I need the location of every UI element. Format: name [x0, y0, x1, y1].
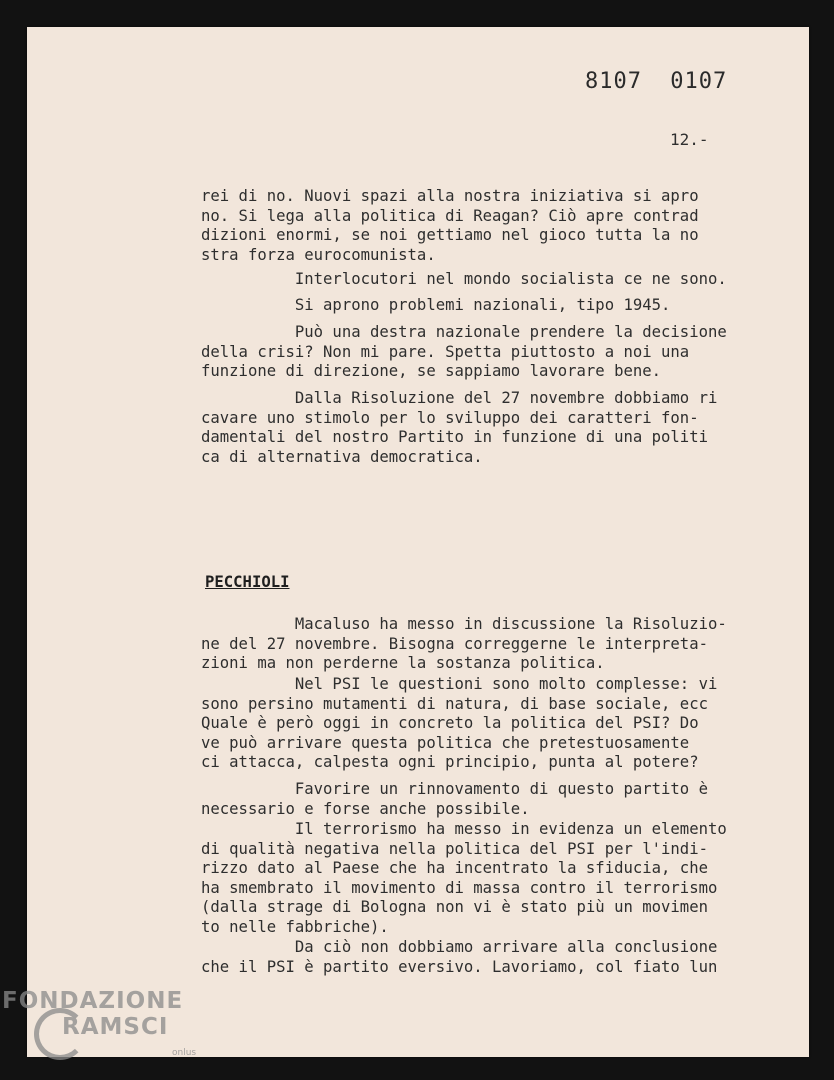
fondazione-gramsci-logo [2, 988, 197, 1058]
paragraph-3: Si aprono problemi nazionali, tipo 1945. [201, 296, 671, 314]
paragraph-8: Favorire un rinnovamento di questo partito è necessario e forse anche possibile. [201, 780, 708, 818]
document-page [27, 27, 809, 1057]
archive-number: 8107 0107 [585, 69, 728, 94]
paragraph-2: Interlocutori nel mondo socialista ce ne sono. [201, 270, 727, 288]
paragraph-6: Macaluso ha messo in discussione la Risoluzio- ne del 27 novembre. Bisogna correggerne le interpreta- zioni ma non perderne la sostanza politica. [201, 615, 727, 673]
paragraph-1: rei di no. Nuovi spazi alla nostra iniziativa si apro no. Si lega alla politica di Reagan? Ciò apre contrad dizioni enormi, se noi gettiamo nel gioco tutta la no stra forza eurocomunista. [201, 187, 699, 264]
paragraph-10: Da ciò non dobbiamo arrivare alla conclusione che il PSI è partito eversivo. Lavoriamo, col fiato lun [201, 938, 718, 976]
logo-line-1: FONDAZIONE [2, 988, 184, 1014]
logo-onlus: onlus [172, 1048, 197, 1058]
logo-g-icon [34, 1008, 86, 1060]
paragraph-7: Nel PSI le questioni sono molto complesse: vi sono persino mutamenti di natura, di base sociale, ecc Quale è però oggi in concreto la politica del PSI? Do ve può arrivare questa politica che pretestuosamente ci attacca, calpesta ogni principio, punta al potere? [201, 675, 718, 772]
paragraph-5: Dalla Risoluzione del 27 novembre dobbiamo ri cavare uno stimolo per lo sviluppo dei caratteri fon- damentali del nostro Partito in funzione di una politi ca di alternativa democratica. [201, 389, 718, 466]
paragraph-9: Il terrorismo ha messo in evidenza un elemento di qualità negativa nella politica del PSI per l'indi- rizzo dato al Paese che ha incentrato la sfiducia, che ha smembrato il movimento di massa contro il terrorismo (dalla strage di Bologna non vi è stato più un movimen to nelle fabbriche). [201, 820, 727, 936]
paragraph-4: Può una destra nazionale prendere la decisione della crisi? Non mi pare. Spetta piuttosto a noi una funzione di direzione, se sappiamo lavorare bene. [201, 323, 727, 381]
speaker-heading: PECCHIOLI [205, 573, 290, 591]
page-number: 12.- [670, 130, 709, 149]
logo-line-2: RAMSCI [62, 1014, 169, 1040]
